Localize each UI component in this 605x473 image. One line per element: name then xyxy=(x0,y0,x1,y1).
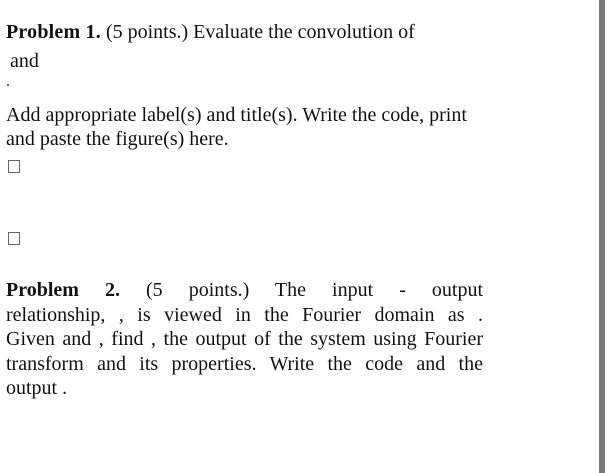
problem1-heading-text: (5 points.) Evaluate the convolution of xyxy=(100,21,415,43)
problem2-line-5: output . xyxy=(6,377,68,399)
problem1-dot-line: . xyxy=(6,73,10,90)
missing-image-placeholder-icon xyxy=(8,232,20,245)
problem2-label: Problem 2. xyxy=(6,279,120,301)
problem1-and-line: and xyxy=(10,50,39,72)
problem1-instruction-line-1: Add appropriate label(s) and title(s). Write the code, print xyxy=(6,104,467,126)
problem2-line-4: transform and its properties. Write the code and the xyxy=(6,352,483,375)
problem1-label: Problem 1. xyxy=(6,21,101,43)
problem2-paragraph xyxy=(6,278,483,401)
missing-image-placeholder-icon xyxy=(8,160,20,173)
problem2-line-1 xyxy=(6,278,483,303)
page-edge-divider xyxy=(599,0,605,473)
problem2-line-2: relationship, , is viewed in the Fourier domain as . xyxy=(6,303,483,326)
problem1-heading xyxy=(6,20,415,44)
problem2-line-3: Given and , find , the output of the system using Fourier xyxy=(6,328,483,350)
problem1-instruction-line-2: and paste the figure(s) here. xyxy=(6,128,229,150)
problem2-line-1-text: (5 points.) The input - output xyxy=(119,279,483,301)
